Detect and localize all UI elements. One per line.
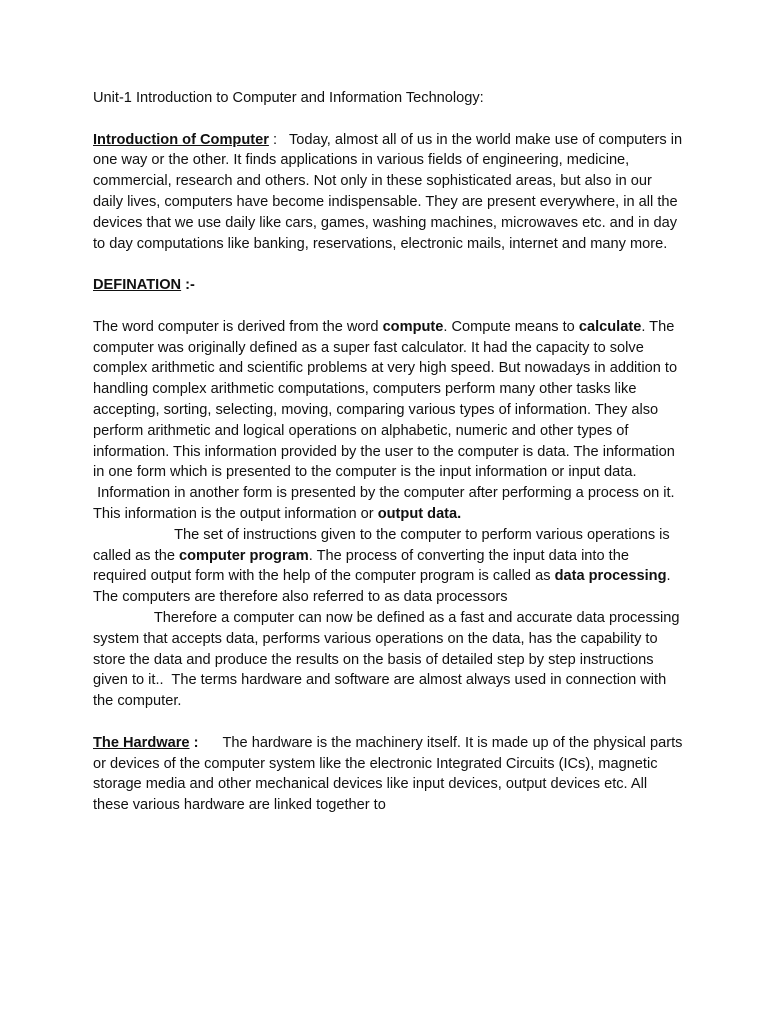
hardware-paragraph bbox=[93, 733, 687, 816]
bold-term-computer-program: computer program bbox=[179, 547, 309, 564]
hardware-colon: : bbox=[189, 734, 199, 751]
text-run: . The computer was originally defined as a super fast calculator. It had the capacity to solve complex arithmetic and scientific problems at very high speed. But nowadays in addition to handling complex arithmetic computations, computers perform many other tasks like accepting, sorting, selecting, moving, comparing various types of information. They also perform arithmetic and logical operations on alphabetic, numeric and other types of information. This information provided by the user to the computer is data. The information in one form which is presented to the computer is the input information or input data. bbox=[93, 318, 682, 481]
definition-paragraph-2 bbox=[93, 483, 683, 525]
text-run: The word computer is derived from the word bbox=[93, 318, 383, 335]
document-page bbox=[93, 88, 687, 816]
intro-body: Today, almost all of us in the world make use of computers in one way or the other. It finds applications in various fields of engineering, medicine, commercial, research and others. Not only in these sophisticated areas, but also in our daily lives, computers have become indispensable. They are present everywhere, in all the devices that we use daily like cars, games, washing machines, microwaves etc. and in day to day computations like banking, reservations, electronic mails, internet and many more. bbox=[93, 131, 687, 252]
text-run: The set of instructions given to the computer to perform various operations is called as the bbox=[93, 526, 674, 564]
text-run: . The process of converting the input data into the required output form with the help of the computer program is called as bbox=[93, 547, 633, 585]
spacer bbox=[93, 712, 683, 733]
spacer bbox=[93, 296, 683, 317]
document-title: Unit-1 Introduction to Computer and Information Technology: bbox=[93, 90, 484, 106]
bold-term-calculate: calculate bbox=[578, 318, 642, 335]
hardware-body: The hardware is the machinery itself. It is made up of the physical parts or devices of the computer system like the electronic Integrated Circuits (ICs), magnetic storage media and other mechanical devices like input devices, output devices etc. All these various hardware are linked together to bbox=[93, 734, 687, 814]
hardware-heading: The Hardware bbox=[93, 734, 190, 751]
definition-paragraph-1 bbox=[93, 317, 683, 483]
definition-paragraph-3 bbox=[93, 525, 683, 608]
definition-suffix: :- bbox=[181, 277, 195, 294]
intro-separator: : bbox=[268, 131, 289, 148]
text-run: . The computers are therefore also referred to as data processors bbox=[93, 568, 675, 606]
text-run: Therefore a computer can now be defined as a fast and accurate data processing system that accepts data, performs various operations on the data, has the capability to store the data and produce the results on the basis of detailed step by step instructions given to it.. The terms hardware and software are almost always used in connection with the computer. bbox=[93, 609, 684, 710]
intro-paragraph bbox=[93, 130, 687, 255]
spacer bbox=[93, 254, 683, 275]
definition-paragraph-4 bbox=[93, 608, 683, 712]
intro-heading: Introduction of Computer bbox=[93, 131, 269, 148]
bold-term-compute: compute bbox=[382, 318, 444, 335]
text-run: . Compute means to bbox=[443, 318, 579, 335]
bold-term-output-data: output data. bbox=[377, 505, 462, 522]
spacer bbox=[93, 109, 683, 130]
bold-term-data-processing: data processing bbox=[554, 568, 667, 585]
text-run: Information in another form is presented by the computer after performing a process on it. This information is the output information or bbox=[93, 485, 679, 522]
definition-heading: DEFINATION bbox=[93, 277, 182, 294]
definition-heading-line bbox=[93, 275, 683, 296]
